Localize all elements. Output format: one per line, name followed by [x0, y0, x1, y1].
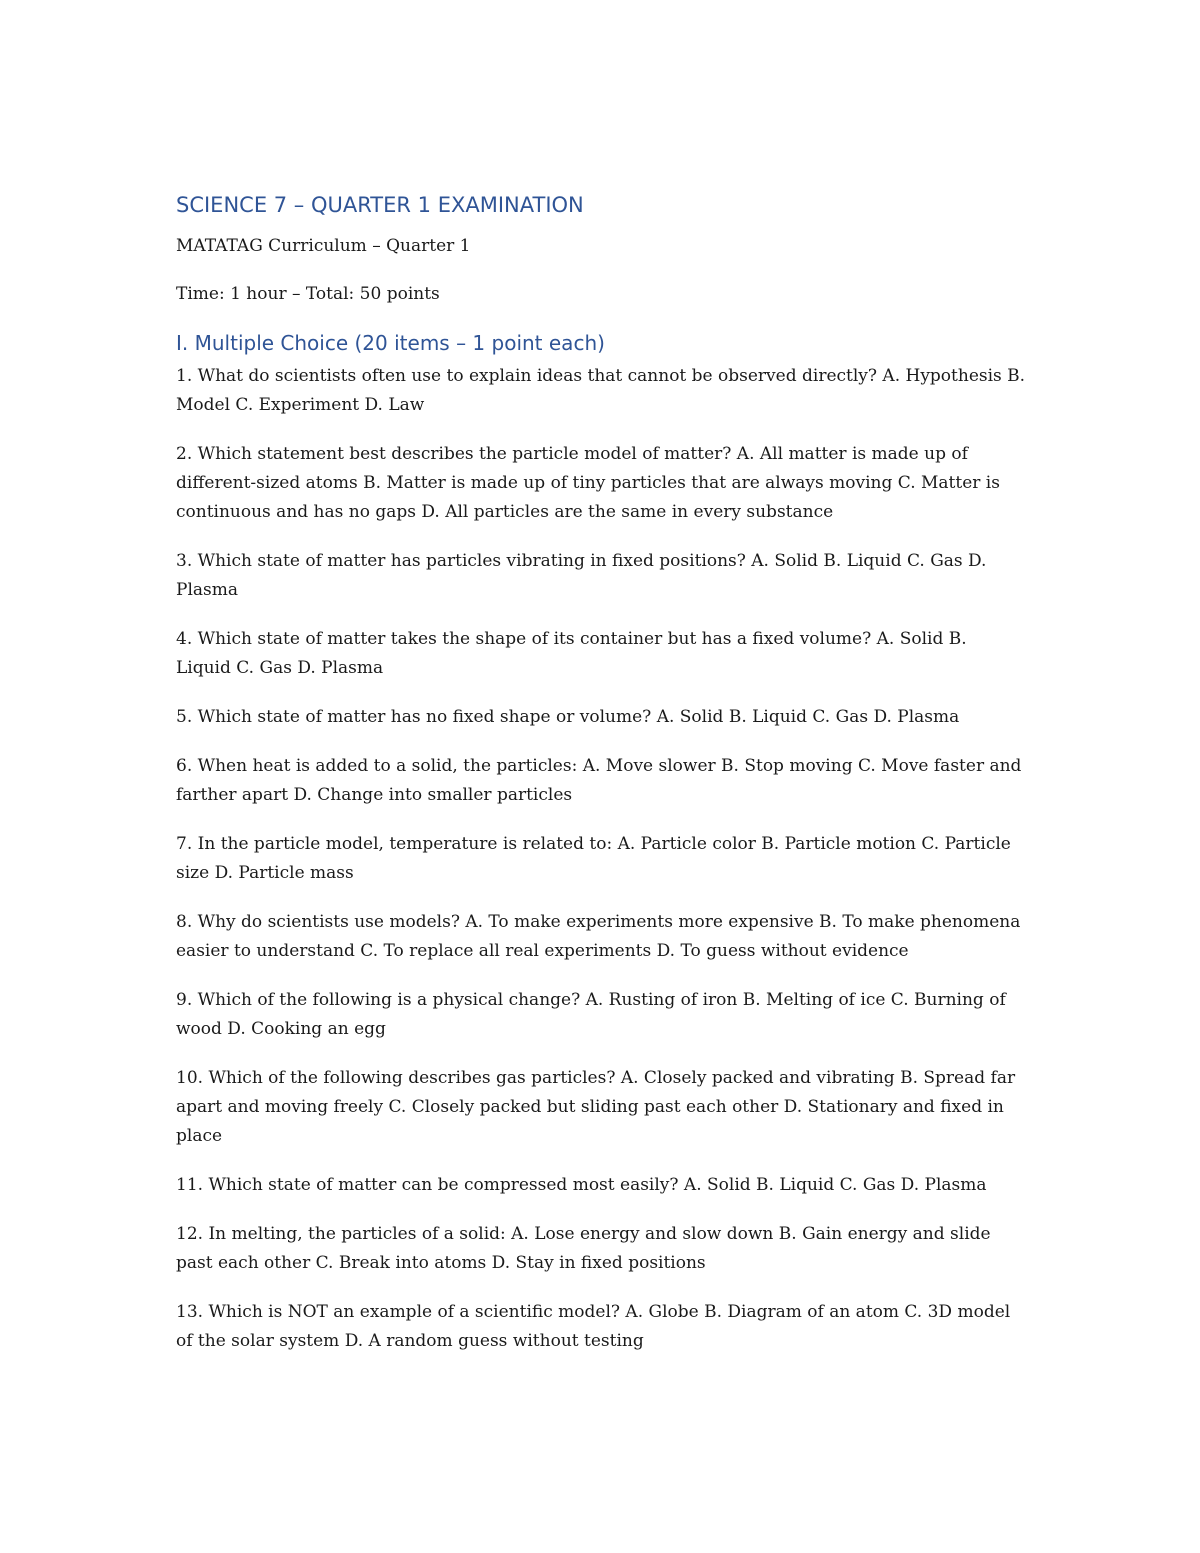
question-item: 2. Which statement best describes the particle model of matter? A. All matter is made up of different-sized atoms B. Matter is made up of tiny particles that are always moving C. Matter is continuous and has no gaps D. All particles are the same in every substance	[176, 444, 1000, 522]
question-item: 7. In the particle model, temperature is related to: A. Particle color B. Particle motion C. Particle size D. Particle mass	[176, 834, 1011, 883]
question-item: 6. When heat is added to a solid, the particles: A. Move slower B. Stop moving C. Move faster and farther apart D. Change into smaller particles	[176, 756, 1022, 805]
question-item: 4. Which state of matter takes the shape of its container but has a fixed volume? A. Solid B. Liquid C. Gas D. Plasma	[176, 629, 967, 678]
question-item: 13. Which is NOT an example of a scientific model? A. Globe B. Diagram of an atom C. 3D model of the solar system D. A random guess without testing	[176, 1302, 1011, 1351]
question-item: 11. Which state of matter can be compressed most easily? A. Solid B. Liquid C. Gas D. Plasma	[176, 1175, 987, 1195]
curriculum-line: MATATAG Curriculum – Quarter 1	[176, 236, 471, 256]
question-item: 1. What do scientists often use to explain ideas that cannot be observed directly? A. Hypothesis B. Model C. Experiment D. Law	[176, 366, 1026, 415]
question-item: 12. In melting, the particles of a solid: A. Lose energy and slow down B. Gain energy and slide past each other C. Break into atoms D. Stay in fixed positions	[176, 1224, 991, 1273]
section-heading-multiple-choice: I. Multiple Choice (20 items – 1 point each)	[176, 331, 605, 355]
question-item: 3. Which state of matter has particles vibrating in fixed positions? A. Solid B. Liquid C. Gas D. Plasma	[176, 551, 987, 600]
question-item: 9. Which of the following is a physical change? A. Rusting of iron B. Melting of ice C. Burning of wood D. Cooking an egg	[176, 990, 1006, 1039]
question-list	[176, 362, 1026, 1356]
question-item: 10. Which of the following describes gas particles? A. Closely packed and vibrating B. Spread far apart and moving freely C. Closely packed but sliding past each other D. Stationary and fixed in place	[176, 1068, 1016, 1146]
question-item: 5. Which state of matter has no fixed shape or volume? A. Solid B. Liquid C. Gas D. Plasma	[176, 707, 960, 727]
document-page	[176, 190, 1026, 1376]
document-title: SCIENCE 7 – QUARTER 1 EXAMINATION	[176, 193, 584, 217]
time-total-line: Time: 1 hour – Total: 50 points	[176, 284, 440, 304]
question-item: 8. Why do scientists use models? A. To make experiments more expensive B. To make phenomena easier to understand C. To replace all real experiments D. To guess without evidence	[176, 912, 1021, 961]
